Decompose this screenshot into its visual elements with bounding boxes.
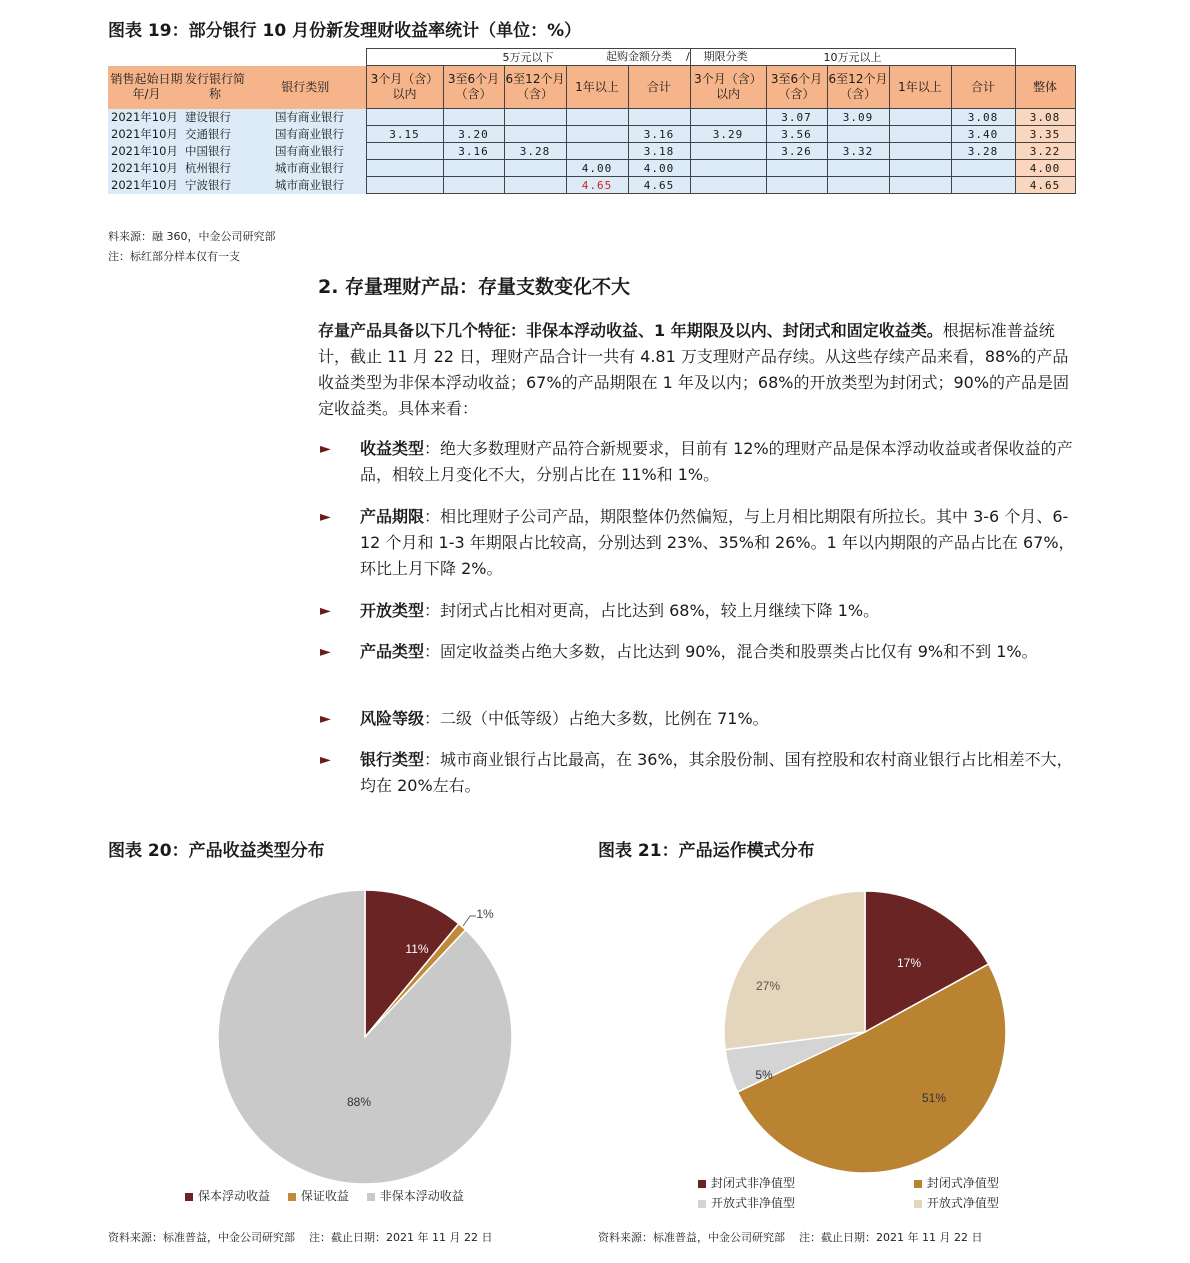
row-value [827, 126, 889, 143]
row-value [889, 126, 951, 143]
fig21-title: 图表 21：产品运作模式分布 [598, 841, 815, 861]
bullet-head: 开放类型 [360, 601, 425, 620]
legend-swatch [914, 1180, 922, 1188]
pie-label: 27% [755, 979, 781, 993]
pie-label: 1% [476, 907, 494, 921]
table-row [108, 126, 1075, 143]
row-date: 2021年10月 [108, 109, 185, 126]
legend-swatch [185, 1193, 193, 1201]
row-value: 4.00 [566, 160, 628, 177]
section-intro [318, 318, 1083, 422]
bullet-body: ：绝大多数理财产品符合新规要求，目前有 12%的理财产品是保本浮动收益或者保收益的产品，相较上月变化不大，分别占比在 11%和 1%。 [360, 439, 1073, 484]
fig20-pie-chart [108, 870, 578, 1220]
legend-item [698, 1194, 910, 1211]
table-row [108, 109, 1075, 126]
row-overall: 3.08 [1015, 109, 1075, 126]
legend-item [367, 1189, 464, 1203]
row-value [690, 177, 766, 194]
row-value [889, 109, 951, 126]
legend-label: 开放式非净值型 [711, 1196, 796, 1210]
intro-rest: 根据标准普益统计，截止 11 月 22 日，理财产品合计一共有 4.81 万支理财产品存续。从这些存续产品来看，88%的产品收益类型为非保本浮动收益；67%的产品期限在 1 年及以内；68%的开放类型为封闭式；90%的产品是固定收益类。具体来看： [318, 321, 1070, 418]
row-value: 4.00 [628, 160, 690, 177]
row-date: 2021年10月 [108, 160, 185, 177]
bullet-head: 银行类型 [360, 750, 425, 769]
row-value [504, 177, 566, 194]
header-a-m6-12: 6至12个月（含） [504, 66, 566, 109]
intro-bold: 存量产品具备以下几个特征：非保本浮动收益、1 年期限及以内、封闭式和固定收益类。 [318, 321, 943, 340]
header-b-m3-6: 3至6个月（含） [766, 66, 827, 109]
bullet-item [318, 504, 1083, 582]
bullet-item [318, 436, 1083, 488]
row-value [690, 143, 766, 160]
row-value [566, 109, 628, 126]
bullet-head: 产品期限 [360, 507, 425, 526]
legend-label: 保本浮动收益 [198, 1189, 271, 1203]
row-value [951, 160, 1015, 177]
bullet-body: ：封闭式占比相对更高，占比达到 68%，较上月继续下降 1%。 [424, 601, 880, 620]
row-value: 3.26 [766, 143, 827, 160]
row-value [827, 160, 889, 177]
row-value [504, 126, 566, 143]
legend-item [185, 1189, 270, 1203]
pie-label: 11% [405, 942, 429, 956]
header-bank: 发行银行简称 [185, 66, 245, 109]
legend-label: 保证收益 [300, 1189, 349, 1203]
bank-yield-table [108, 48, 1076, 194]
row-value [443, 160, 504, 177]
fig19-title: 图表 19：部分银行 10 月份新发理财收益率统计（单位：%） [108, 21, 582, 41]
row-bank: 宁波银行 [185, 177, 245, 194]
legend-item [698, 1174, 910, 1191]
row-value: 3.15 [366, 126, 443, 143]
row-value: 3.40 [951, 126, 1015, 143]
row-value [889, 177, 951, 194]
row-value [690, 160, 766, 177]
row-value: 3.16 [628, 126, 690, 143]
row-bank: 杭州银行 [185, 160, 245, 177]
fig19-note: 注：标红部分样本仅有一支 [108, 250, 240, 263]
fig21-pie-chart [598, 870, 1078, 1180]
row-value: 3.08 [951, 109, 1015, 126]
header-b-m6-12: 6至12个月（含） [827, 66, 889, 109]
row-date: 2021年10月 [108, 126, 185, 143]
legend-item [288, 1189, 349, 1203]
row-overall: 3.22 [1015, 143, 1075, 160]
pie-slice-2 [218, 890, 512, 1184]
row-overall: 4.65 [1015, 177, 1075, 194]
legend-label: 非保本浮动收益 [379, 1189, 464, 1203]
header-b-y1: 1年以上 [889, 66, 951, 109]
header-b-m3: 3个月（含）以内 [690, 66, 766, 109]
bullet-item [318, 706, 1083, 732]
legend-item [914, 1196, 999, 1210]
legend-swatch [698, 1200, 706, 1208]
row-overall: 3.35 [1015, 126, 1075, 143]
leader-line [463, 916, 476, 926]
pie-slice-3 [724, 891, 865, 1050]
section-title: 2. 存量理财产品：存量支数变化不大 [318, 276, 631, 298]
row-value [889, 160, 951, 177]
legend-label: 开放式净值型 [926, 1196, 999, 1210]
group-over-10w: 10万元以上 [690, 49, 1015, 66]
row-value [628, 109, 690, 126]
row-value [827, 177, 889, 194]
header-a-total: 合计 [628, 66, 690, 109]
row-date: 2021年10月 [108, 143, 185, 160]
bullet-head: 产品类型 [360, 642, 425, 661]
pie-label: 51% [921, 1091, 947, 1105]
row-value: 3.28 [951, 143, 1015, 160]
row-value [504, 160, 566, 177]
legend-item [914, 1176, 999, 1190]
pie-label: 17% [896, 956, 922, 970]
group-under-5w: 5万元以下 [366, 49, 690, 66]
fig19-source: 料来源：融 360，中金公司研究部 [108, 230, 276, 243]
row-type: 国有商业银行 [245, 109, 366, 126]
table-row [108, 177, 1075, 194]
table-row [108, 160, 1075, 177]
triangle-bullet-icon: ► [320, 441, 331, 457]
row-value: 3.16 [443, 143, 504, 160]
row-value [766, 177, 827, 194]
row-value: 4.65 [566, 177, 628, 194]
row-value: 3.29 [690, 126, 766, 143]
legend-swatch [698, 1180, 706, 1188]
row-value [566, 143, 628, 160]
row-type: 城市商业银行 [245, 177, 366, 194]
pie-label: 5% [755, 1068, 773, 1082]
row-value: 3.18 [628, 143, 690, 160]
row-value: 3.28 [504, 143, 566, 160]
row-bank: 建设银行 [185, 109, 245, 126]
row-value: 3.56 [766, 126, 827, 143]
row-value [951, 177, 1015, 194]
row-value [443, 109, 504, 126]
row-value: 3.20 [443, 126, 504, 143]
legend-label: 封闭式净值型 [926, 1176, 999, 1190]
row-value [366, 177, 443, 194]
bullet-body: ：二级（中低等级）占绝大多数，比例在 71%。 [424, 709, 769, 728]
row-value [766, 160, 827, 177]
header-type: 银行类别 [245, 66, 366, 109]
row-type: 城市商业银行 [245, 160, 366, 177]
triangle-bullet-icon: ► [320, 644, 331, 660]
header-overall: 整体 [1015, 66, 1075, 109]
pie-label: 88% [346, 1095, 372, 1109]
bullet-body: ：城市商业银行占比最高，在 36%，其余股份制、国有控股和农村商业银行占比相差不大，均在 20%左右。 [360, 750, 1073, 795]
row-value: 3.32 [827, 143, 889, 160]
legend-swatch [288, 1193, 296, 1201]
bullet-body: ：固定收益类占绝大多数，占比达到 90%，混合类和股票类占比仅有 9%和不到 1%。 [424, 642, 1038, 661]
fig19-caption-top: 起购金额分类 / 期限分类 [606, 50, 748, 63]
legend-swatch [367, 1193, 375, 1201]
bullet-body: ：相比理财子公司产品，期限整体仍然偏短，与上月相比期限有所拉长。其中 3-6 个月、6-12 个月和 1-3 年期限占比较高，分别达到 23%、35%和 26%。1 年以内期限的产品占比在 67%，环比上月下降 2%。 [360, 507, 1075, 578]
row-value [690, 109, 766, 126]
row-value [504, 109, 566, 126]
triangle-bullet-icon: ► [320, 752, 331, 768]
bullet-item [318, 747, 1083, 799]
row-value: 4.65 [628, 177, 690, 194]
header-date: 销售起始日期 年/月 [108, 66, 185, 109]
header-a-m3-6: 3至6个月（含） [443, 66, 504, 109]
table-row [108, 143, 1075, 160]
row-value [443, 177, 504, 194]
header-b-total: 合计 [951, 66, 1015, 109]
triangle-bullet-icon: ► [320, 509, 331, 525]
row-value [366, 109, 443, 126]
bullet-item [318, 639, 1083, 665]
legend-swatch [914, 1200, 922, 1208]
row-value [566, 126, 628, 143]
row-value [889, 143, 951, 160]
row-value [366, 143, 443, 160]
row-type: 国有商业银行 [245, 143, 366, 160]
row-value: 3.07 [766, 109, 827, 126]
fig20-title: 图表 20：产品收益类型分布 [108, 841, 325, 861]
bullet-head: 风险等级 [360, 709, 425, 728]
triangle-bullet-icon: ► [320, 603, 331, 619]
fig20-legend [185, 1187, 464, 1204]
fig21-source: 资料来源：标准普益，中金公司研究部 注：截止日期：2021 年 11 月 22 日 [598, 1231, 983, 1244]
row-value: 3.09 [827, 109, 889, 126]
row-type: 国有商业银行 [245, 126, 366, 143]
header-a-y1: 1年以上 [566, 66, 628, 109]
triangle-bullet-icon: ► [320, 711, 331, 727]
row-value [366, 160, 443, 177]
fig20-source: 资料来源：标准普益，中金公司研究部 注：截止日期：2021 年 11 月 22 日 [108, 1231, 493, 1244]
bullet-item [318, 598, 1083, 624]
legend-label: 封闭式非净值型 [711, 1176, 796, 1190]
row-date: 2021年10月 [108, 177, 185, 194]
fig21-legend [698, 1174, 1038, 1214]
header-a-m3: 3个月（含）以内 [366, 66, 443, 109]
row-bank: 交通银行 [185, 126, 245, 143]
row-bank: 中国银行 [185, 143, 245, 160]
row-overall: 4.00 [1015, 160, 1075, 177]
bullet-head: 收益类型 [360, 439, 425, 458]
